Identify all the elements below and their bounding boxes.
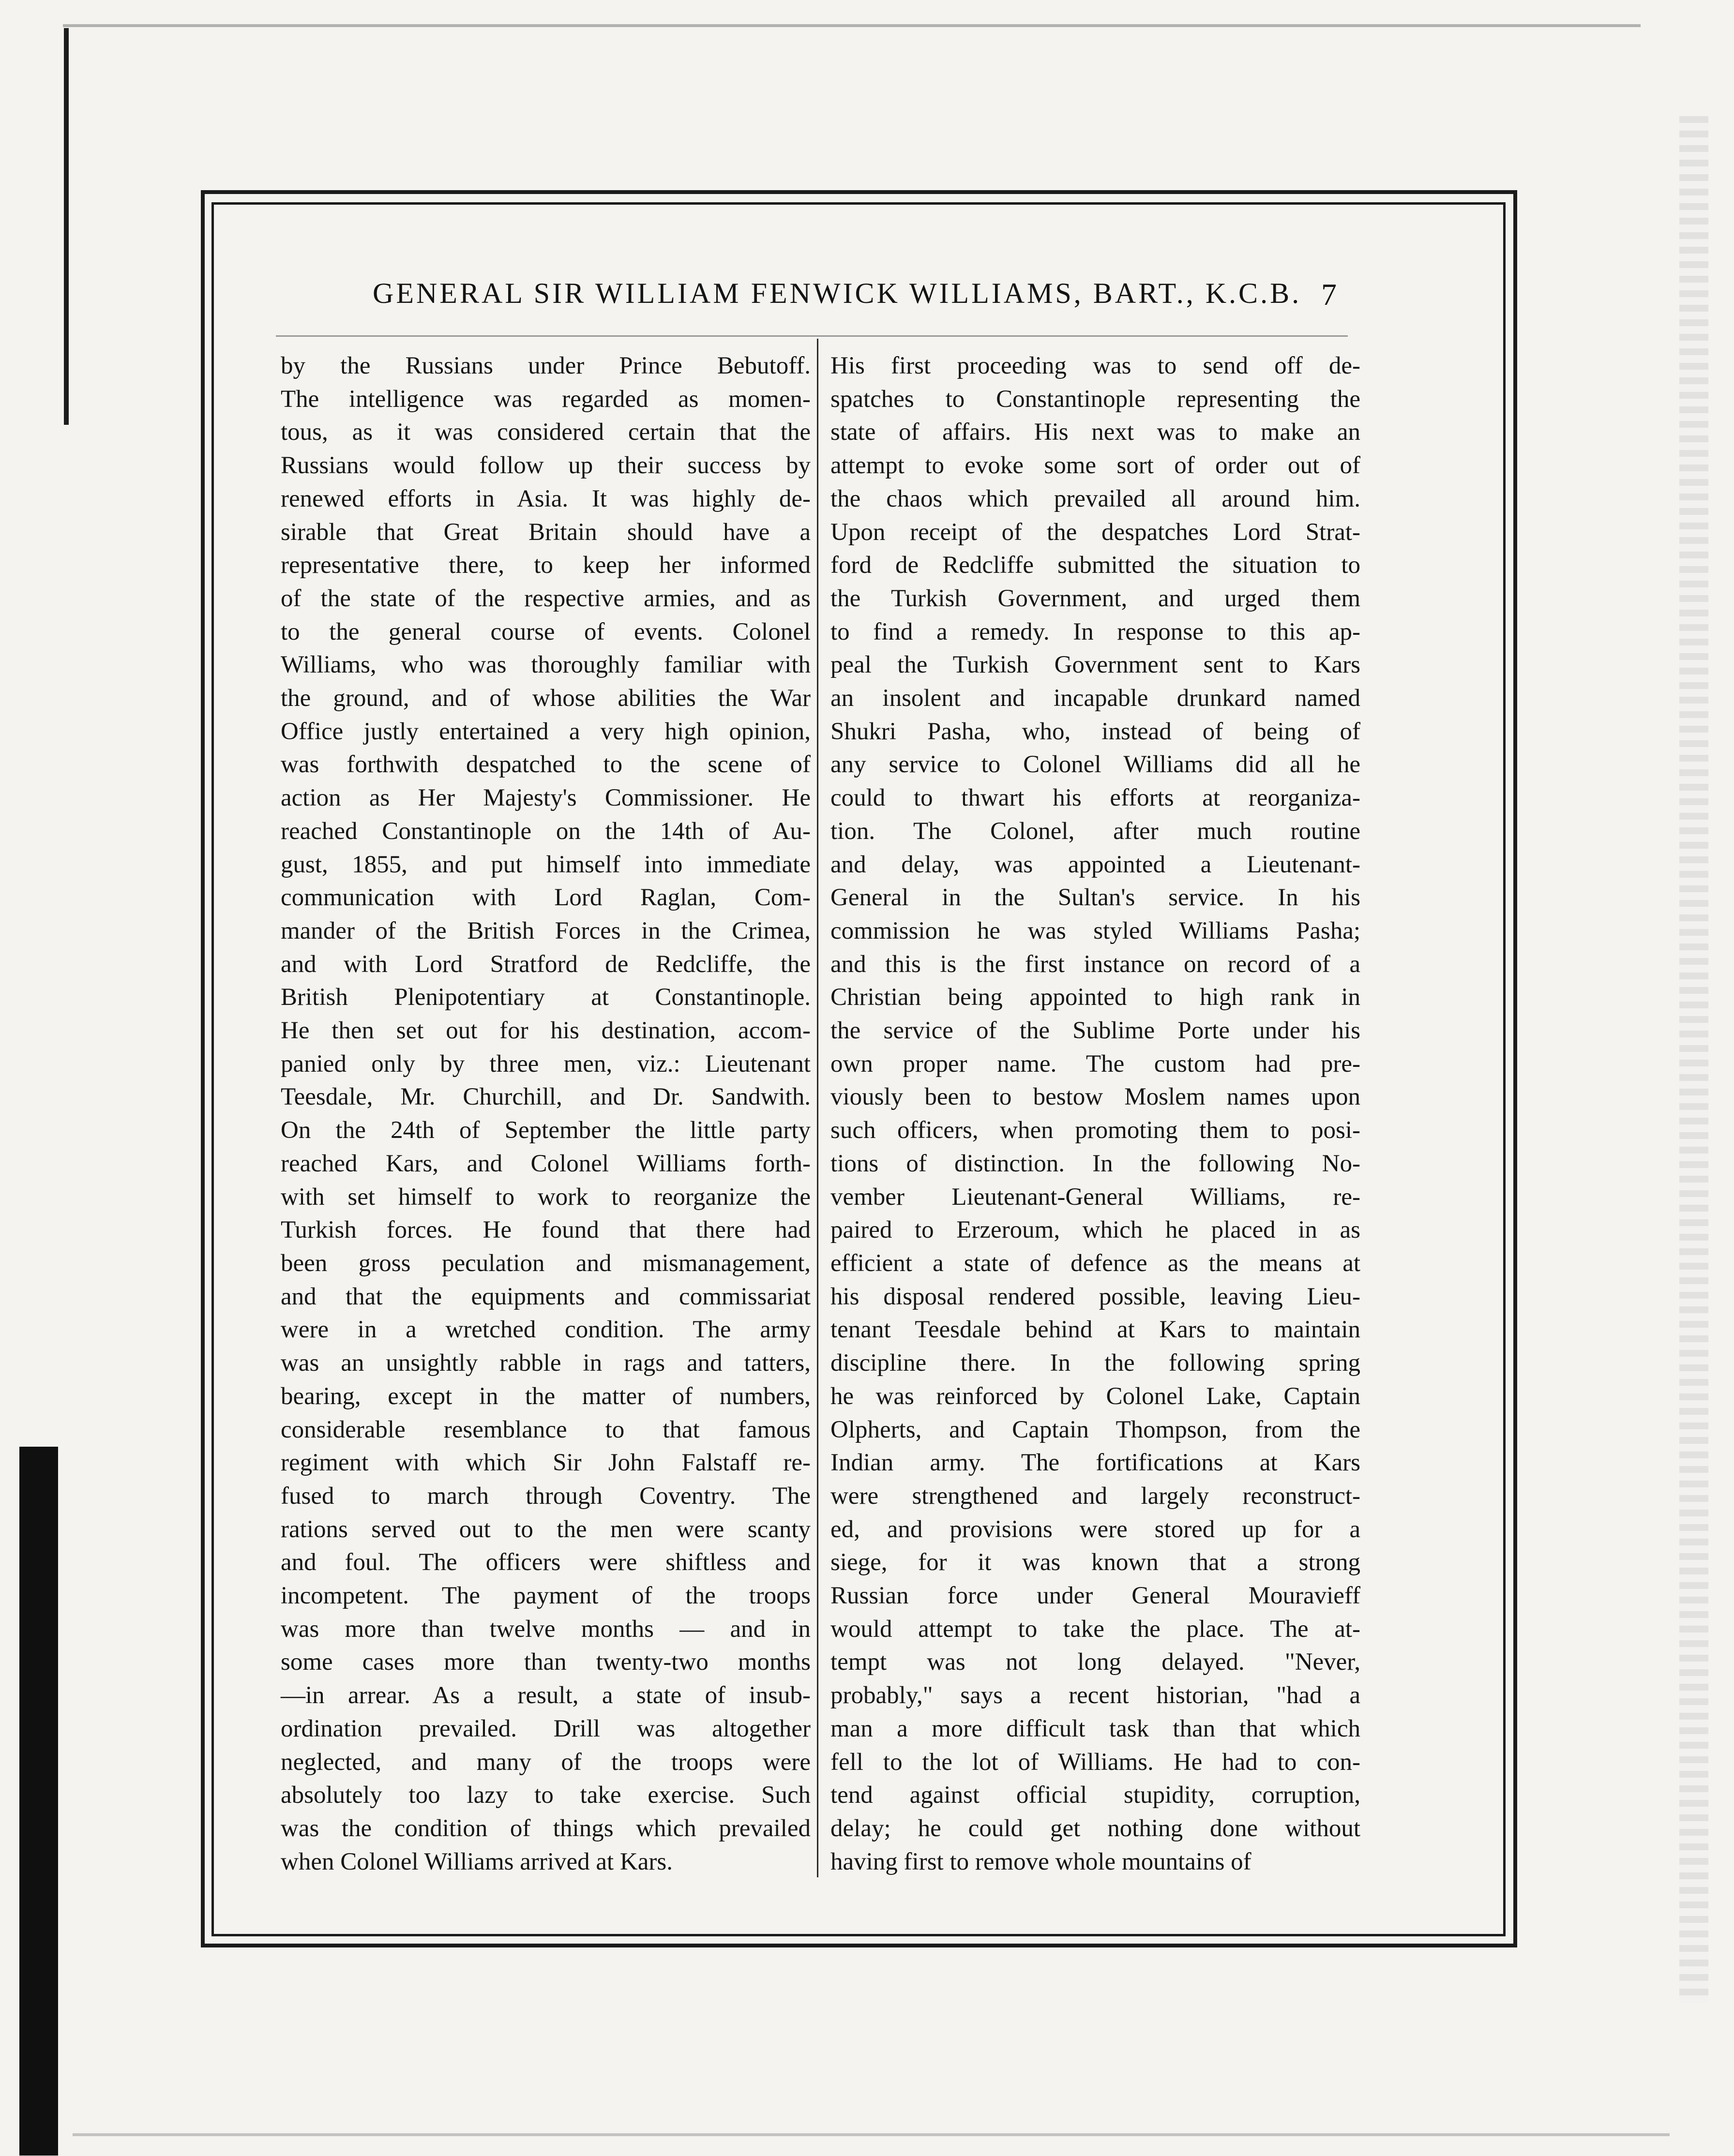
text-line: man a more difficult task than that which: [830, 1715, 1360, 1742]
text-line: state of affairs. His next was to make an: [830, 419, 1360, 446]
text-line: probably," says a recent historian, "had a: [830, 1682, 1360, 1709]
text-line: Teesdale, Mr. Churchill, and Dr. Sandwith.: [281, 1083, 811, 1111]
text-line: ordination prevailed. Drill was altogether: [281, 1715, 811, 1742]
text-line: General in the Sultan's service. In his: [830, 884, 1360, 912]
text-line: vember Lieutenant-General Williams, re-: [830, 1183, 1360, 1211]
text-line: His first proceeding was to send off de-: [830, 352, 1360, 379]
text-line: British Plenipotentiary at Constantinople.: [281, 984, 811, 1011]
text-line: was more than twelve months — and in: [281, 1615, 811, 1643]
text-line: his disposal rendered possible, leaving Lieu-: [830, 1283, 1360, 1310]
text-line: mander of the British Forces in the Crimea,: [281, 917, 811, 944]
text-line: Upon receipt of the despatches Lord Strat-: [830, 518, 1360, 546]
text-line: absolutely too lazy to take exercise. Such: [281, 1782, 811, 1809]
text-line: fell to the lot of Williams. He had to con-: [830, 1748, 1360, 1776]
text-line: any service to Colonel Williams did all he: [830, 751, 1360, 779]
text-line: paired to Erzeroum, which he placed in as: [830, 1216, 1360, 1244]
text-line: were strengthened and largely reconstruct-: [830, 1482, 1360, 1510]
text-line: efficient a state of defence as the means at: [830, 1249, 1360, 1277]
text-line: an insolent and incapable drunkard named: [830, 685, 1360, 712]
text-line: Olpherts, and Captain Thompson, from the: [830, 1416, 1360, 1443]
text-line: and this is the first instance on record of a: [830, 950, 1360, 978]
text-line: and delay, was appointed a Lieutenant-: [830, 851, 1360, 878]
text-line: Christian being appointed to high rank in: [830, 984, 1360, 1011]
text-line: He then set out for his destination, accom-: [281, 1017, 811, 1045]
scan-edge-left: [64, 28, 69, 425]
text-line: viously been to bestow Moslem names upon: [830, 1083, 1360, 1111]
text-line: spatches to Constantinople representing the: [830, 385, 1360, 413]
text-line: Turkish forces. He found that there had: [281, 1216, 811, 1244]
text-line: delay; he could get nothing done without: [830, 1814, 1360, 1842]
text-line: some cases more than twenty-two months: [281, 1648, 811, 1676]
column-divider: [817, 339, 818, 1877]
text-line: neglected, and many of the troops were: [281, 1748, 811, 1776]
text-line: to find a remedy. In response to this ap-: [830, 618, 1360, 645]
text-line: tend against official stupidity, corruption,: [830, 1782, 1360, 1809]
text-line: tous, as it was considered certain that the: [281, 419, 811, 446]
text-line: reached Constantinople on the 14th of Au-: [281, 817, 811, 845]
text-line: Shukri Pasha, who, instead of being of: [830, 718, 1360, 745]
text-line: incompetent. The payment of the troops: [281, 1582, 811, 1610]
text-line: with set himself to work to reorganize the: [281, 1183, 811, 1211]
text-line: been gross peculation and mismanagement,: [281, 1249, 811, 1277]
running-title: GENERAL SIR WILLIAM FENWICK WILLIAMS, BART., K.C.B.: [373, 277, 1302, 309]
text-line: by the Russians under Prince Bebutoff.: [281, 352, 811, 379]
text-line: considerable resemblance to that famous: [281, 1416, 811, 1443]
text-line: Russians would follow up their success by: [281, 452, 811, 479]
text-line: fused to march through Coventry. The: [281, 1482, 811, 1510]
text-line: he was reinforced by Colonel Lake, Captain: [830, 1382, 1360, 1410]
text-line: and that the equipments and commissariat: [281, 1283, 811, 1310]
text-line: and with Lord Stratford de Redcliffe, the: [281, 950, 811, 978]
text-line: Williams, who was thoroughly familiar with: [281, 651, 811, 679]
text-line: —in arrear. As a result, a state of insub-: [281, 1682, 811, 1709]
scan-edge-top: [63, 24, 1641, 41]
text-line: commission he was styled Williams Pasha;: [830, 917, 1360, 944]
scan-edge-right: [1679, 116, 1708, 2003]
text-line: communication with Lord Raglan, Com-: [281, 884, 811, 912]
scan-edge-bottom: [73, 2117, 1670, 2136]
text-line: to the general course of events. Colonel: [281, 618, 811, 645]
text-column-left: [281, 349, 811, 1878]
text-line: peal the Turkish Government sent to Kars: [830, 651, 1360, 679]
text-line: sirable that Great Britain should have a: [281, 518, 811, 546]
text-line: discipline there. In the following spring: [830, 1349, 1360, 1377]
text-line: Russian force under General Mouravieff: [830, 1582, 1360, 1610]
text-line: were in a wretched condition. The army: [281, 1316, 811, 1344]
text-line: was the condition of things which prevailed: [281, 1814, 811, 1842]
text-line: Office justly entertained a very high opinion,: [281, 718, 811, 745]
text-line: and foul. The officers were shiftless and: [281, 1549, 811, 1576]
text-line: tempt was not long delayed. "Never,: [830, 1648, 1360, 1676]
text-line: tions of distinction. In the following No-: [830, 1150, 1360, 1177]
text-line: tion. The Colonel, after much routine: [830, 817, 1360, 845]
text-line: representative there, to keep her informed: [281, 552, 811, 579]
text-line: having first to remove whole mountains of: [830, 1848, 1251, 1875]
text-line: Indian army. The fortifications at Kars: [830, 1449, 1360, 1477]
text-line: own proper name. The custom had pre-: [830, 1050, 1360, 1078]
text-line: would attempt to take the place. The at-: [830, 1615, 1360, 1643]
text-line: of the state of the respective armies, and as: [281, 584, 811, 612]
text-line: On the 24th of September the little party: [281, 1117, 811, 1144]
text-line: was forthwith despatched to the scene of: [281, 751, 811, 779]
text-line: panied only by three men, viz.: Lieutenant: [281, 1050, 811, 1078]
text-line: the Turkish Government, and urged them: [830, 584, 1360, 612]
text-line: such officers, when promoting them to posi-: [830, 1117, 1360, 1144]
text-line: ed, and provisions were stored up for a: [830, 1515, 1360, 1543]
text-line: ford de Redcliffe submitted the situation to: [830, 552, 1360, 579]
text-line: the ground, and of whose abilities the War: [281, 685, 811, 712]
text-line: regiment with which Sir John Falstaff re-: [281, 1449, 811, 1477]
text-line: The intelligence was regarded as momen-: [281, 385, 811, 413]
text-line: tenant Teesdale behind at Kars to maintain: [830, 1316, 1360, 1344]
text-line: rations served out to the men were scanty: [281, 1515, 811, 1543]
text-line: the service of the Sublime Porte under his: [830, 1017, 1360, 1045]
text-line: bearing, except in the matter of numbers,: [281, 1382, 811, 1410]
text-line: attempt to evoke some sort of order out of: [830, 452, 1360, 479]
text-line: renewed efforts in Asia. It was highly de-: [281, 485, 811, 512]
header-rule: [276, 335, 1348, 337]
text-line: reached Kars, and Colonel Williams forth-: [281, 1150, 811, 1177]
page-number: 7: [1321, 277, 1337, 312]
text-line: could to thwart his efforts at reorganiza-: [830, 784, 1360, 812]
text-line: gust, 1855, and put himself into immediate: [281, 851, 811, 878]
text-line: was an unsightly rabble in rags and tatters,: [281, 1349, 811, 1377]
text-line: action as Her Majesty's Commissioner. He: [281, 784, 811, 812]
text-line: the chaos which prevailed all around him.: [830, 485, 1360, 512]
text-line: siege, for it was known that a strong: [830, 1549, 1360, 1576]
text-line: when Colonel Williams arrived at Kars.: [281, 1848, 673, 1875]
text-column-right: [830, 349, 1360, 1878]
scan-shadow-bar: [19, 1447, 58, 2156]
